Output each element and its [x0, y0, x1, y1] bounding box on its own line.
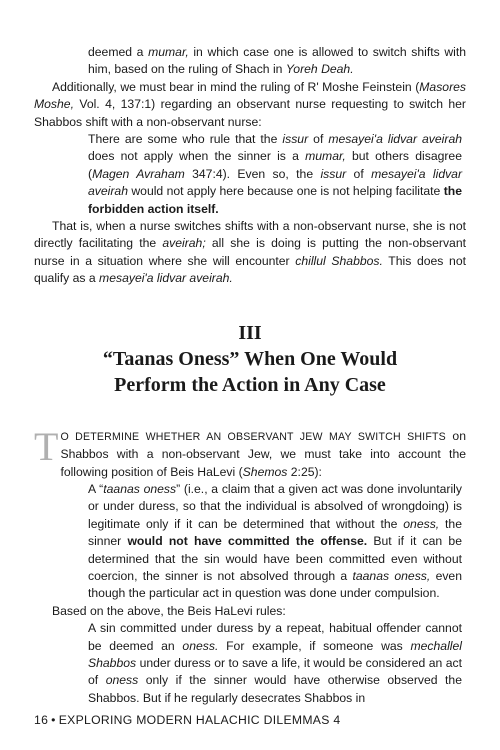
section-number: III — [238, 321, 262, 344]
block-quote-repeat-offender: A sin committed under duress by a repeat, habitual offender cannot be deemed an oness. For example, if someone was mechallel Shabbos under duress or to save a life, it would be considered an act of oness only if the sinner would have otherwise observed the Shabbos. But if he regularly desecrates Shabbos in — [88, 621, 462, 705]
footer-bullet: • — [51, 713, 56, 727]
block-quote-beis-halevi: A “taanas oness” (i.e., a claim that a given act was done involuntarily or under duress, so that the individual is absolved of wrongdoing) is legitimate only if it can be determined that without the oness, the sinner would not have committed the offense. But if it can be determined that the sin would have been committed even without coercion, the sinner is not absolved through a taanas oness, even though the particular act in question was done under compulsion. — [88, 481, 462, 601]
paragraph-continuation: deemed a mumar, in which case one is allowed to switch shifts with him, based on the ruling of Shach in Yoreh Deah. — [88, 45, 466, 77]
section-title-line-2: Perform the Action in Any Case — [114, 373, 386, 396]
page-body — [34, 44, 466, 707]
paragraph-switch-shifts: That is, when a nurse switches shifts with a non-observant nurse, she is not directly facilitating the aveirah; all she is doing is putting the non-observant nurse in a situation where she will encounter chillul Shabbos. This does not qualify as a mesayei'a lidvar aveirah. — [34, 219, 466, 286]
lead-in-caps: O DETERMINE WHETHER AN OBSERVANT JEW MAY SWITCH SHIFTS — [60, 430, 446, 443]
page-number: 16 — [34, 713, 49, 727]
page-footer — [34, 713, 340, 727]
paragraph-masores-moshe: Additionally, we must bear in mind the ruling of R' Moshe Feinstein (Masores Moshe, Vol. 4, 137:1) regarding an observant nurse requesting to switch her Shabbos shift with a non-observant nurse: — [34, 79, 466, 129]
paragraph-opening: T O DETERMINE WHETHER AN OBSERVANT JEW MAY SWITCH SHIFTS on Shabbos with a non-observant Jew, we must take into account the following position of Beis HaLevi (Shemos 2:25): — [34, 423, 466, 479]
paragraph-beis-halevi-rules: Based on the above, the Beis HaLevi rules: — [52, 603, 286, 618]
drop-cap: T — [34, 423, 59, 469]
section-heading — [34, 320, 466, 398]
section-title-line-1: “Taanas Oness” When One Would — [102, 347, 398, 370]
running-title: EXPLORING MODERN HALACHIC DILEMMAS 4 — [58, 713, 341, 727]
block-quote-feinstein: There are some who rule that the issur of mesayei'a lidvar aveirah does not apply when the sinner is a mumar, but others disagree (Magen Avraham 347:4). Even so, the issur of mesayei'a lidvar aveirah would not apply here because one is not helping facilitate the forbidden action itself. — [88, 132, 463, 216]
